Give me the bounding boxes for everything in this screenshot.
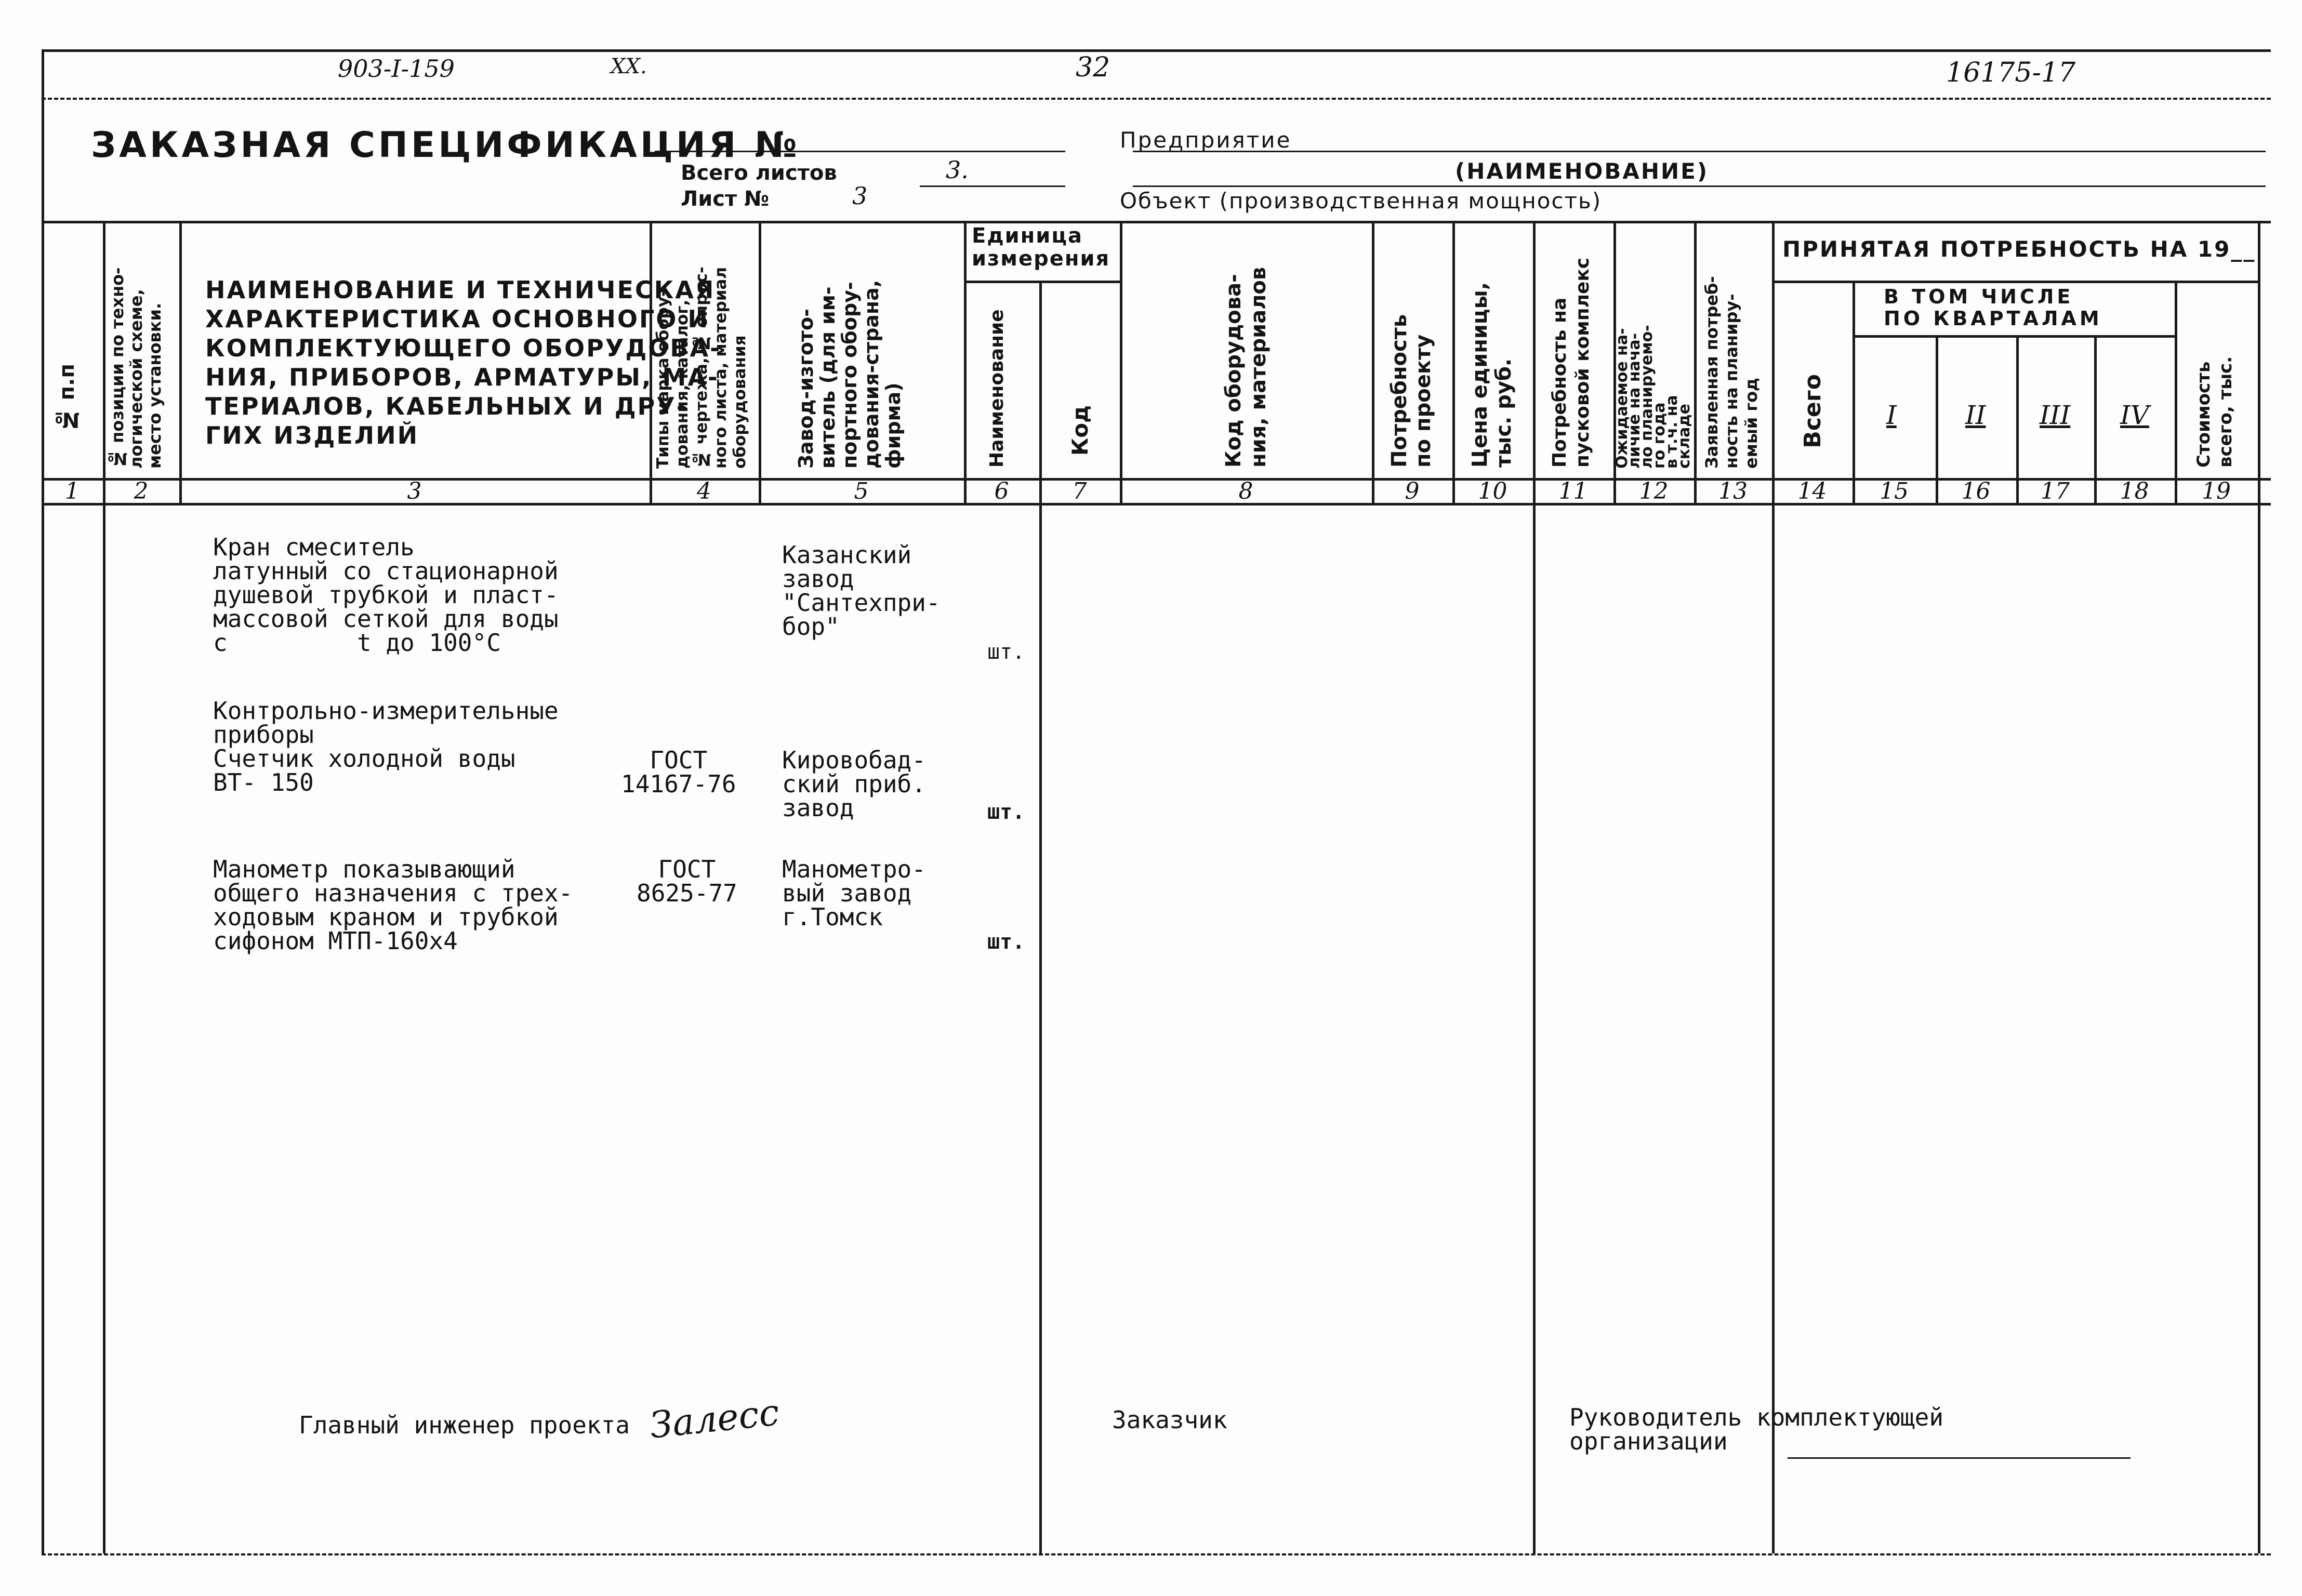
row-1-maker: Казанский завод "Сантехпри- бор": [782, 541, 941, 641]
archive-number: 16175-17: [1946, 57, 2076, 88]
chief-engineer-label: Главный инженер проекта: [299, 1411, 630, 1439]
col-header-15: I: [1886, 400, 1897, 430]
col-header-2: № позиции по техно- логической схеме, место установки.: [108, 267, 165, 469]
chief-engineer-signature: Залесс: [647, 1391, 782, 1447]
col-header-1: № п.п: [55, 364, 79, 432]
name-label: (НАИМЕНОВАНИЕ): [1455, 158, 1709, 184]
col-number-10: 10: [1478, 478, 1507, 504]
row-3-type: ГОСТ 8625-77: [637, 855, 737, 907]
quarters-group-header: В ТОМ ЧИСЛЕ ПО КВАРТАЛАМ: [1884, 285, 2102, 330]
mark: XX.: [611, 55, 647, 78]
head-of-organization-label: Руководитель комплектующей организации: [1569, 1403, 1944, 1455]
col-number-13: 13: [1718, 478, 1748, 504]
col-header-11: Потребность на пусковой комплекс: [1549, 257, 1593, 468]
row-3-name: Манометр показывающий общего назначения с трех- ходовым краном и трубкой сифоном МТП-160х4: [213, 855, 573, 955]
col-number-9: 9: [1405, 478, 1420, 504]
col-number-6: 6: [994, 478, 1009, 504]
row-1-unit: шт.: [987, 640, 1025, 664]
col-header-4: Типы марка обору- дования, каталог, № чертежа, № опрос- ного листа, материал оборудования: [654, 267, 749, 469]
col-number-14: 14: [1797, 478, 1827, 504]
project-code: 903-I-159: [338, 55, 455, 83]
page-number: 32: [1076, 52, 1110, 83]
object-label: Объект (производственная мощность): [1120, 188, 1602, 214]
row-2-type: ГОСТ 14167-76: [621, 746, 736, 798]
col-number-15: 15: [1880, 478, 1909, 504]
col-header-13: Заявленная потреб- ность на планиру- емый год: [1702, 276, 1761, 469]
unit-group-header: Единица измерения: [972, 224, 1110, 271]
page-title: ЗАКАЗНАЯ СПЕЦИФИКАЦИЯ №: [91, 125, 800, 166]
col-number-1: 1: [65, 478, 80, 504]
row-3-maker: Манометро- вый завод г.Томск: [782, 855, 926, 931]
col-header-9: Потребность по проекту: [1387, 314, 1435, 468]
row-3-unit: шт.: [987, 930, 1025, 954]
col-number-3: 3: [407, 478, 422, 504]
row-2-name: Контрольно-измерительные приборы Счетчик холодной воды ВТ- 150: [213, 697, 559, 796]
col-header-16: II: [1965, 400, 1986, 430]
sheet-label: Лист №: [681, 187, 770, 211]
col-number-2: 2: [134, 478, 149, 504]
col-number-16: 16: [1961, 478, 1991, 504]
total-sheets-label: Всего листов: [681, 161, 837, 185]
col-header-6: Наименование: [986, 309, 1008, 468]
col-header-7: Код: [1067, 405, 1093, 456]
total-sheets-value: 3.: [946, 156, 969, 184]
col-number-19: 19: [2202, 478, 2231, 504]
row-2-maker: Кировобад- ский приб. завод: [782, 746, 926, 822]
col-number-11: 11: [1558, 478, 1588, 504]
col-header-5: Завод-изгото- витель (для им- портного обору- дования-страна, фирма): [795, 280, 905, 469]
col-number-7: 7: [1072, 478, 1087, 504]
col-header-8: Код оборудова- ния, материалов: [1222, 267, 1271, 468]
row-2-unit: шт.: [987, 800, 1025, 824]
col-number-12: 12: [1639, 478, 1669, 504]
enterprise-label: Предприятие: [1120, 127, 1292, 153]
col-header-17: III: [2040, 400, 2071, 430]
col-header-18: IV: [2120, 400, 2149, 430]
col-number-5: 5: [854, 478, 869, 504]
col-header-14: Всего: [1800, 374, 1826, 448]
row-1-name: Кран смеситель латунный со стационарной душевой трубкой и пласт- массовой сеткой для воды с t до 100°С: [213, 533, 559, 657]
col-header-10: Цена единицы, тыс. руб.: [1468, 282, 1516, 468]
col-number-4: 4: [697, 478, 711, 504]
col-header-12: Ожидаемое на- личие на нача- ло планируемо- го года в т.ч. на складе: [1613, 325, 1694, 469]
col-number-17: 17: [2041, 478, 2070, 504]
sheet-value: 3: [852, 182, 868, 210]
customer-label: Заказчик: [1112, 1406, 1227, 1434]
col-header-19: Стоимость всего, тыс.: [2193, 356, 2236, 468]
col-number-18: 18: [2120, 478, 2149, 504]
accepted-group-header: ПРИНЯТАЯ ПОТРЕБНОСТЬ НА 19__: [1782, 236, 2256, 262]
col-header-3: НАИМЕНОВАНИЕ И ТЕХНИЧЕСКАЯ ХАРАКТЕРИСТИКА ОСНОВНОГО И КОМПЛЕКТУЮЩЕГО ОБОРУДОВА- НИЯ, ПРИБОРОВ, АРМАТУРЫ, МА- ТЕРИАЛОВ, КАБЕЛЬНЫХ И ДРУ- ГИХ ИЗДЕЛИЙ: [205, 276, 722, 449]
col-number-8: 8: [1238, 478, 1253, 504]
